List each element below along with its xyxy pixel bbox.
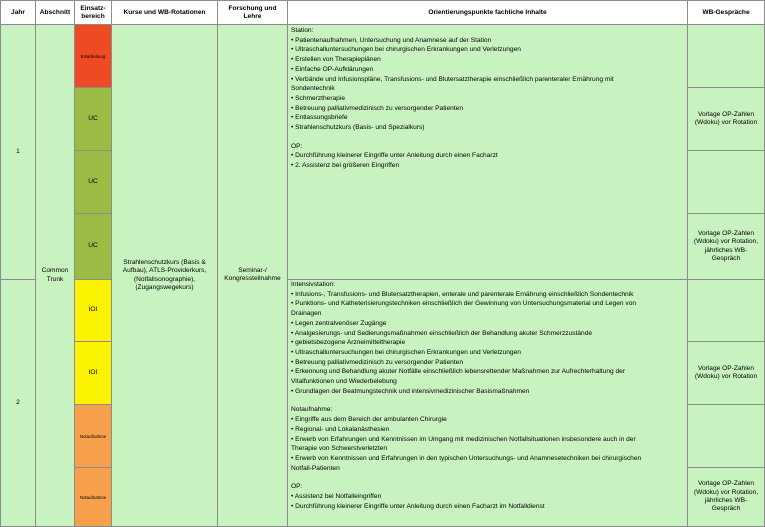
content-line: • Erwerb von Kenntnissen und Erfahrungen in den typischen Untersuchungs- und Anamnesetechniken bei chirurgischen bbox=[291, 454, 642, 462]
content-line: Vitalfunktionen und Wiederbelebung bbox=[291, 378, 397, 386]
content-line: OP: bbox=[291, 142, 303, 150]
abschnitt-label: Common Trunk bbox=[41, 267, 69, 283]
content-line: • gebietsbezogene Arzneimitteltherapie bbox=[291, 339, 406, 347]
einsatz-cell-8 bbox=[74, 467, 112, 527]
wb-text: Vorlage OP-Zahlen (Wdoku) vor Rotation, jährliches WB- Gespräch bbox=[693, 480, 759, 513]
einsatz-label: Notaufnahme bbox=[79, 494, 107, 500]
wb-text: Vorlage OP-Zahlen (Wdoku) vor Rotation bbox=[694, 364, 758, 380]
content-line: • Erwerb von Erfahrungen und Kenntnissen im Umgang mit medizinischen Notfallsituationen insbesondere auch in der bbox=[291, 435, 636, 443]
content-line: • Patientenaufnahmen, Untersuchung und Anamnese auf der Station bbox=[291, 36, 492, 44]
forschung-text: Seminar-/ Kongressteilnahme bbox=[224, 267, 281, 283]
year-1-label: 1 bbox=[16, 147, 20, 155]
einsatz-cell-1 bbox=[74, 24, 112, 88]
einsatz-cell-4 bbox=[74, 213, 112, 280]
header-einsatzbereich: Einsatz- bereich bbox=[74, 0, 112, 25]
content-gap bbox=[291, 133, 687, 142]
content-line: • Assistenz bei Notfalleingriffen bbox=[291, 493, 382, 501]
year-1-cell bbox=[0, 24, 36, 280]
content-line: • Ultraschalluntersuchungen bei chirurgischen Erkrankungen und Verletzungen bbox=[291, 348, 521, 356]
wb-cell-2 bbox=[687, 87, 765, 151]
wb-cell-1 bbox=[687, 24, 765, 88]
content-line: • Durchführung kleinerer Eingriffe unter Anleitung durch einen Facharzt bbox=[291, 152, 498, 160]
kurse-cell bbox=[111, 24, 218, 527]
einsatz-cell-2 bbox=[74, 87, 112, 151]
header-kurse: Kurse und WB-Rotationen bbox=[111, 0, 218, 25]
content-line: • Einfache OP-Aufklärungen bbox=[291, 65, 374, 73]
abschnitt-cell bbox=[35, 24, 75, 527]
content-year-2 bbox=[287, 279, 688, 527]
wb-text: Vorlage OP-Zahlen (Wdoku) vor Rotation bbox=[694, 110, 758, 126]
content-line: • Ultraschalluntersuchungen bei chirurgischen Erkrankungen und Verletzungen bbox=[291, 46, 521, 54]
einsatz-label: IOI bbox=[88, 368, 98, 376]
einsatz-cell-5 bbox=[74, 279, 112, 342]
forschung-cell bbox=[217, 24, 288, 527]
year-2-label: 2 bbox=[16, 398, 20, 406]
content-line: • Durchführung kleinerer Eingriffe unter Anleitung durch einen Facharzt im Notfalldienst bbox=[291, 502, 545, 510]
year-2-cell bbox=[0, 279, 36, 527]
einsatz-label: UC bbox=[88, 177, 98, 185]
wb-cell-3 bbox=[687, 150, 765, 214]
wb-cell-6 bbox=[687, 341, 765, 405]
content-gap bbox=[291, 473, 687, 482]
content-line: Drainagen bbox=[291, 310, 322, 318]
content-line: • Verbände und Infusionspläne, Transfusions- und Blutersatztherapie einschließlich parenteraler Ernährung mit bbox=[291, 75, 614, 83]
content-line: Intensivstation: bbox=[291, 281, 335, 288]
einsatz-label: Einarbeitung bbox=[80, 53, 106, 59]
content-line: Sondentechnik bbox=[291, 85, 335, 93]
wb-cell-8 bbox=[687, 467, 765, 527]
einsatz-label: IOI bbox=[88, 306, 98, 314]
content-line: • Erstellen von Therapieplänen bbox=[291, 56, 381, 64]
content-line: • Analgesierungs- und Sedierungsmaßnahmen einschließlich der Behandlung akuter Schmerzzustände bbox=[291, 329, 593, 337]
content-line: OP: bbox=[291, 483, 303, 491]
content-line: • Entlassungsbriefe bbox=[291, 114, 348, 122]
wb-cell-7 bbox=[687, 404, 765, 468]
einsatz-cell-7 bbox=[74, 404, 112, 468]
content-line: Therapie von Schwerstverletzten bbox=[291, 445, 388, 453]
content-line: • Strahlenschutzkurs (Basis- und Spezialkurs) bbox=[291, 124, 425, 132]
content-line: • Schmerztherapie bbox=[291, 94, 345, 102]
header-orientierung: Orientierungspunkte fachliche Inhalte bbox=[287, 0, 688, 25]
content-line: • 2. Assistenz bei größeren Eingriffen bbox=[291, 162, 400, 170]
content-line: Station: bbox=[291, 27, 314, 34]
content-line: • Punktions- und Katheterisierungstechniken einschließlich der Gewinnung von Untersuchungsmaterial und Legen von bbox=[291, 300, 637, 308]
content-line: • Erkennung und Behandlung akuter Notfälle einschließlich lebensrettender Maßnahmen zur Aufrechterhaltung der bbox=[291, 368, 626, 376]
content-line: • Betreuung palliativmedizinisch zu versorgender Patienten bbox=[291, 104, 464, 112]
content-gap bbox=[291, 396, 687, 405]
header-forschung: Forschung und Lehre bbox=[217, 0, 288, 25]
kurse-text: Strahlenschutzkurs (Basis & Aufbau), ATLS-Providerkurs, (Notfallsonographie), (Zugangswegekurs) bbox=[122, 259, 207, 292]
header-abschnitt: Abschnitt bbox=[35, 0, 75, 25]
content-line: Notaufnahme: bbox=[291, 406, 333, 414]
content-line: • Infusions-, Transfusions- und Blutersatztherapien, enterale und parenterale Ernährung einschließlich Sondentechnik bbox=[291, 290, 634, 298]
einsatz-cell-6 bbox=[74, 341, 112, 405]
header-jahr: Jahr bbox=[0, 0, 36, 25]
einsatz-label: UC bbox=[88, 114, 98, 122]
einsatz-label: UC bbox=[88, 242, 98, 250]
header-wb-gespraeche: WB-Gespräche bbox=[687, 0, 765, 25]
content-line: • Betreuung palliativmedizinisch zu versorgender Patienten bbox=[291, 358, 464, 366]
wb-cell-5 bbox=[687, 279, 765, 342]
einsatz-cell-3 bbox=[74, 150, 112, 214]
content-line: • Legen zentralvenöser Zugänge bbox=[291, 319, 387, 327]
wb-text: Vorlage OP-Zahlen (Wdoku) vor Rotation, jährliches WB- Gespräch bbox=[693, 229, 759, 262]
content-line: • Grundlagen der Beatmungstechnik und intensivmedizinischer Basismaßnahmen bbox=[291, 387, 530, 395]
content-line: • Eingriffe aus dem Bereich der ambulanten Chirurgie bbox=[291, 416, 447, 424]
einsatz-label: Notaufnahme bbox=[79, 433, 107, 439]
content-line: Notfall-Patienten bbox=[291, 464, 340, 472]
content-year-1 bbox=[287, 24, 688, 280]
wb-cell-4 bbox=[687, 213, 765, 280]
content-line: • Regional- und Lokalanästhesien bbox=[291, 425, 390, 433]
